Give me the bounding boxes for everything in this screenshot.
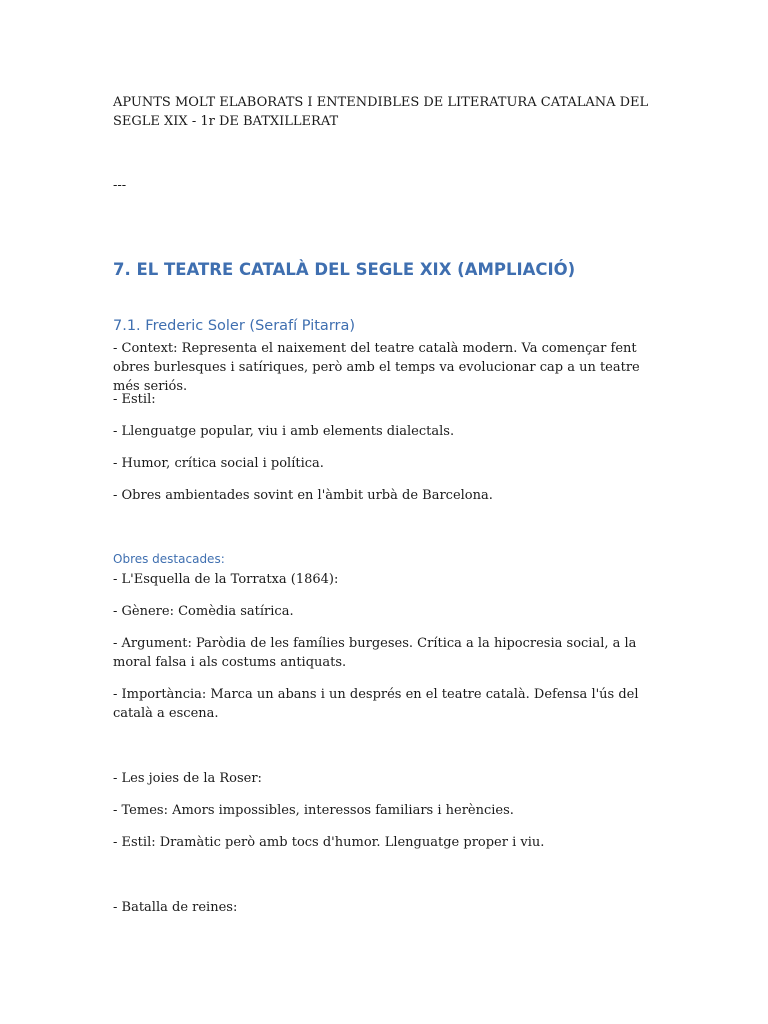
subsection-title: 7.1. Frederic Soler (Serafí Pitarra)	[113, 318, 356, 334]
obres-heading: Obres destacades:	[113, 552, 225, 566]
estil-item: - Humor, crítica social i política.	[113, 456, 324, 471]
obra-title: - Les joies de la Roser:	[113, 771, 262, 786]
estil-item: - Llenguatge popular, viu i amb elements dialectals.	[113, 424, 455, 439]
context-paragraph: - Context: Representa el naixement del teatre català modern. Va començar fent obres burlesques i satíriques, però amb el temps va evolucionar cap a un teatre més seriós.	[113, 341, 640, 394]
separator: ---	[113, 178, 127, 193]
obra-title: - L'Esquella de la Torratxa (1864):	[113, 572, 339, 587]
estil-label: - Estil:	[113, 392, 156, 407]
obra-importancia: - Importància: Marca un abans i un després en el teatre català. Defensa l'ús del català a escena.	[113, 687, 639, 721]
obra-title: - Batalla de reines:	[113, 900, 238, 915]
obra-estil: - Estil: Dramàtic però amb tocs d'humor. Llenguatge proper i viu.	[113, 835, 545, 850]
obra-argument: - Argument: Paròdia de les famílies burgeses. Crítica a la hipocresia social, a la moral falsa i als costums antiquats.	[113, 636, 637, 670]
obra-temes: - Temes: Amors impossibles, interessos familiars i herències.	[113, 803, 514, 818]
section-title: 7. EL TEATRE CATALÀ DEL SEGLE XIX (AMPLIACIÓ)	[113, 260, 576, 279]
estil-item: - Obres ambientades sovint en l'àmbit urbà de Barcelona.	[113, 488, 493, 503]
document-header: APUNTS MOLT ELABORATS I ENTENDIBLES DE LITERATURA CATALANA DEL SEGLE XIX - 1r DE BATXILLERAT	[113, 95, 649, 129]
obra-genere: - Gènere: Comèdia satírica.	[113, 604, 294, 619]
